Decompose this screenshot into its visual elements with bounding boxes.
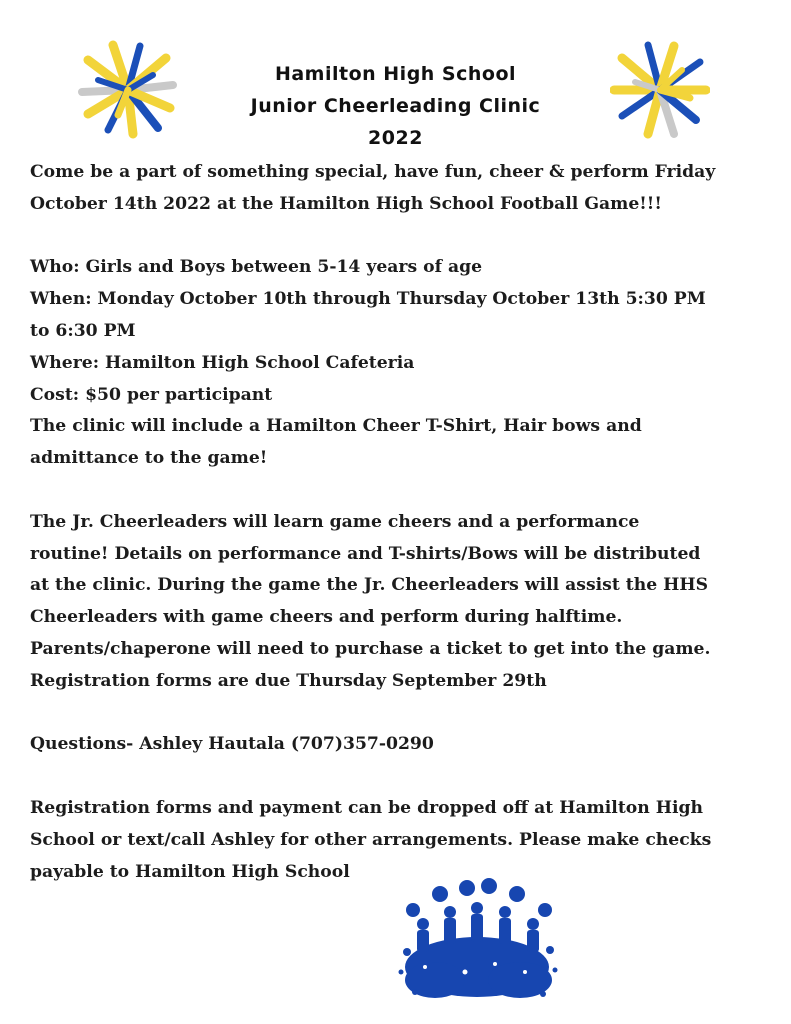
flyer-body: [30, 157, 770, 888]
spacer: [30, 475, 770, 507]
contact-line: Questions- Ashley Hautala (707)357-0290: [30, 734, 434, 755]
page-title: [0, 58, 791, 154]
title-line-year: 2022: [368, 127, 423, 149]
cheerleaders-silhouette-icon: [395, 872, 560, 1002]
program-line: The Jr. Cheerleaders will learn game cheers and a performance: [30, 511, 640, 532]
includes-line: The clinic will include a Hamilton Cheer T-Shirt, Hair bows and: [30, 416, 642, 437]
program-line: Parents/chaperone will need to purchase a ticket to get into the game.: [30, 638, 711, 659]
program-line: Cheerleaders with game cheers and perform during halftime.: [30, 607, 623, 628]
intro-line: Come be a part of something special, have fun, cheer & perform Friday: [30, 162, 716, 182]
registration-line: payable to Hamilton High School: [30, 861, 350, 882]
cost-line: Cost: $50 per participant: [30, 384, 273, 405]
program-line: routine! Details on performance and T-shirts/Bows will be distributed: [30, 543, 701, 564]
program-line: at the clinic. During the game the Jr. Cheerleaders will assist the HHS: [30, 575, 709, 596]
program-line: Registration forms are due Thursday September 29th: [30, 670, 547, 691]
who-line: Who: Girls and Boys between 5-14 years of age: [30, 257, 483, 278]
title-line-school: Hamilton High School: [274, 63, 517, 85]
includes-line: admittance to the game!: [30, 448, 268, 469]
spacer: [30, 761, 770, 793]
title-line-clinic: Junior Cheerleading Clinic: [250, 95, 541, 117]
spacer: [30, 221, 770, 253]
registration-line: School or text/call Ashley for other arrangements. Please make checks: [30, 829, 712, 850]
when-line: to 6:30 PM: [30, 320, 136, 341]
where-line: Where: Hamilton High School Cafeteria: [30, 352, 415, 373]
intro-line: October 14th 2022 at the Hamilton High School Football Game!!!: [30, 193, 662, 214]
registration-line: Registration forms and payment can be dropped off at Hamilton High: [30, 797, 703, 818]
when-line: When: Monday October 10th through Thursday October 13th 5:30 PM: [30, 289, 706, 310]
spacer: [30, 698, 770, 730]
